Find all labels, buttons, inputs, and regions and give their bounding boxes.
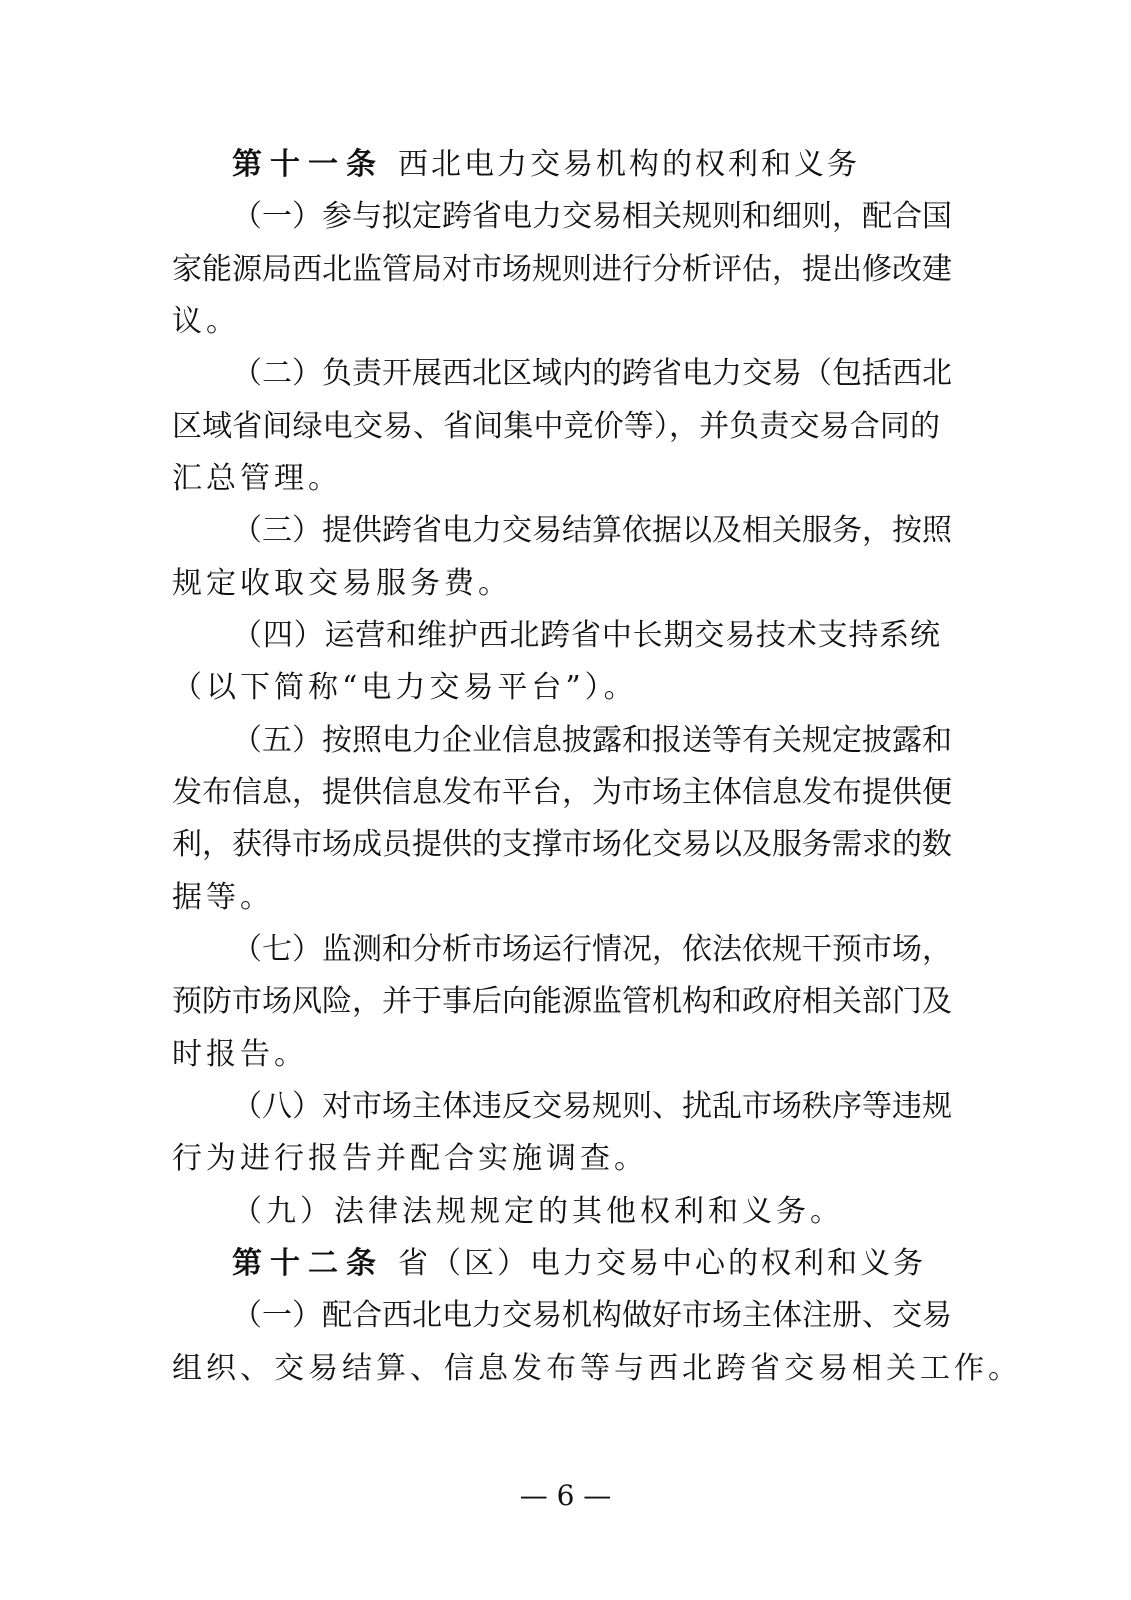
page-number: — 6 — [519,1479,612,1512]
article-12-heading [0,1238,1131,1290]
article-11-heading [0,139,1131,191]
text-line-content: 预防市场风险，并于事后向能源监管机构和政府相关部门及 [172,984,952,1019]
text-line-content: （以下简称“电力交易平台”）。 [172,670,638,705]
text-line [0,1186,1131,1238]
text-line [0,453,1131,505]
text-line-content: （八）对市场主体违反交易规则、扰乱市场秩序等违规 [232,1089,952,1124]
text-line [0,662,1131,714]
article-number: 第十二条 [232,1246,384,1281]
text-line-content: （一）参与拟定跨省电力交易相关规则和细则，配合国 [232,199,952,234]
text-line [0,976,1131,1028]
text-line-content: （四）运营和维护西北跨省中长期交易技术支持系统 [232,618,940,653]
text-line-content: 议。 [172,304,240,339]
text-line-content: 区域省间绿电交易、省间集中竞价等），并负责交易合同的 [172,409,940,444]
text-line [0,296,1131,348]
text-line [0,558,1131,610]
text-line [0,715,1131,767]
text-line-content: 规定收取交易服务费。 [172,566,512,601]
text-line-content: （一）配合西北电力交易机构做好市场主体注册、交易 [232,1298,952,1333]
text-line [0,924,1131,976]
text-line-content: 发布信息，提供信息发布平台，为市场主体信息发布提供便 [172,775,952,810]
text-line [0,872,1131,924]
text-line-content: （三）提供跨省电力交易结算依据以及相关服务，按照 [232,513,952,548]
text-line [0,1029,1131,1081]
text-line-content: （二）负责开展西北区域内的跨省电力交易（包括西北 [232,356,952,391]
text-line-content: 汇总管理。 [172,461,342,496]
text-line-content: 组织、交易结算、信息发布等与西北跨省交易相关工作。 [172,1351,1022,1386]
text-line [0,819,1131,871]
text-line [0,610,1131,662]
text-line-content: 利，获得市场成员提供的支撑市场化交易以及服务需求的数 [172,827,952,862]
text-line [0,348,1131,400]
text-line [0,767,1131,819]
article-title: 省（区）电力交易中心的权利和义务 [398,1246,926,1281]
text-line [0,1081,1131,1133]
text-line [0,1133,1131,1185]
text-line-content: 据等。 [172,880,274,915]
text-line [0,505,1131,557]
article-number: 第十一条 [232,147,384,182]
text-line [0,244,1131,296]
text-line-content: （七）监测和分析市场运行情况，依法依规干预市场， [232,932,952,967]
text-line-content: （九）法律法规规定的其他权利和义务。 [232,1194,844,1229]
text-line-content: 时报告。 [172,1037,308,1072]
text-line [0,1290,1131,1342]
text-line [0,1343,1131,1395]
text-line [0,191,1131,243]
article-title: 西北电力交易机构的权利和义务 [398,147,860,182]
text-line [0,401,1131,453]
text-line-content: 行为进行报告并配合实施调查。 [172,1141,648,1176]
text-line-content: （五）按照电力企业信息披露和报送等有关规定披露和 [232,723,952,758]
text-line-content: 家能源局西北监管局对市场规则进行分析评估，提出修改建 [172,252,952,287]
